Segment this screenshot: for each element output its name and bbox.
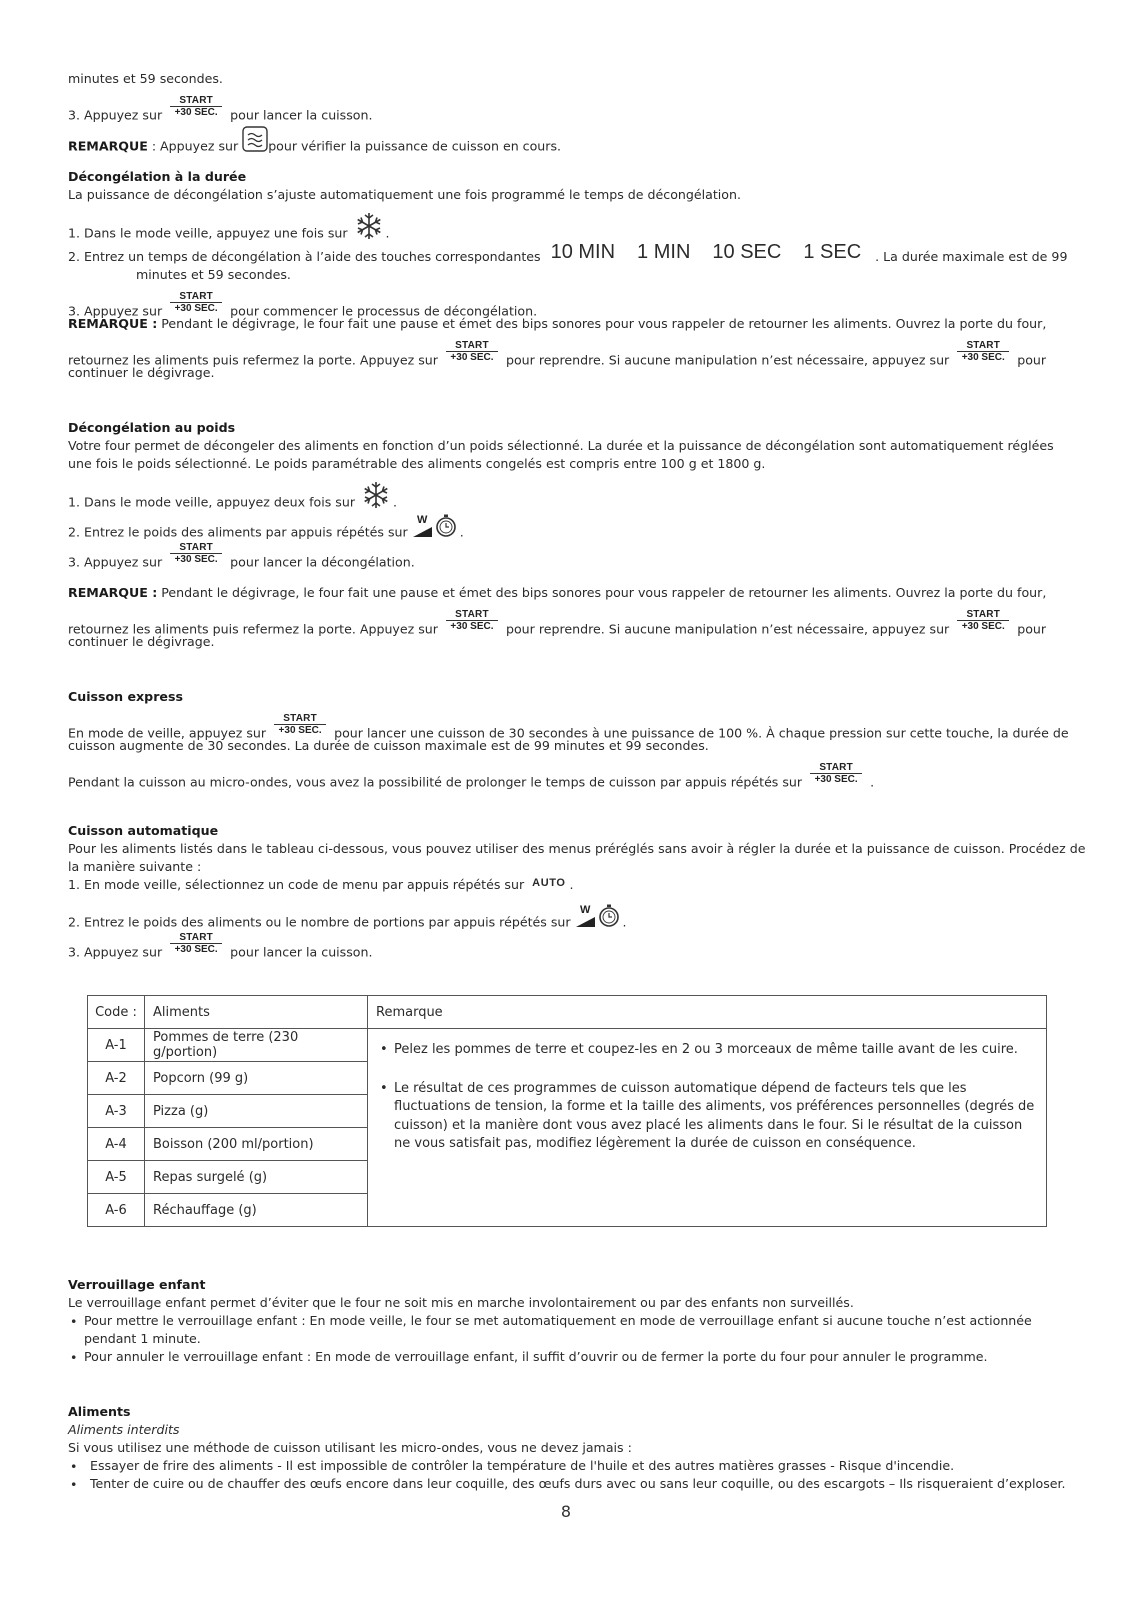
child-lock-bullet1-cont: pendant 1 minute. bbox=[84, 1331, 201, 1346]
food-cell: Pizza (g) bbox=[145, 1095, 368, 1128]
para-text: . bbox=[870, 774, 875, 790]
plus30-label: +30 SEC. bbox=[961, 352, 1005, 363]
bullet-text: • Tenter de cuire ou de chauffer des œufs encore dans leur coquille, des œufs durs avec ou sans leur coquille, ou des escargots – Ils risqueraient d’exploser. bbox=[68, 1476, 1066, 1491]
express-p1-cont: cuisson augmente de 30 secondes. La durée de cuisson maximale est de 99 minutes et 99 secondes. bbox=[68, 738, 709, 753]
section-desc-line2: une fois le poids sélectionné. Le poids paramétrable des aliments congelés est compris entre 100 g et 1800 g. bbox=[68, 456, 766, 471]
intro-line: minutes et 59 secondes. bbox=[68, 71, 223, 86]
code-cell: A-3 bbox=[88, 1095, 145, 1128]
note-text: pour bbox=[1017, 352, 1047, 368]
defrost-time-note-line3: continuer le dégivrage. bbox=[68, 365, 215, 380]
intro-note bbox=[68, 132, 561, 162]
plus30-label: +30 SEC. bbox=[174, 303, 218, 314]
time-keys bbox=[550, 241, 862, 263]
auto-menu-table bbox=[87, 995, 1047, 1227]
step-text: 1. Dans le mode veille, appuyez une fois sur bbox=[68, 225, 348, 241]
code-cell: A-5 bbox=[88, 1161, 145, 1194]
table-row bbox=[88, 1029, 1047, 1062]
start-button-icon bbox=[170, 542, 222, 572]
note-label: REMARQUE : bbox=[68, 316, 158, 331]
step-text: 3. Appuyez sur bbox=[68, 554, 163, 570]
plus30-label: +30 SEC. bbox=[814, 774, 858, 785]
note-text: pour reprendre. Si aucune manipulation n’est nécessaire, appuyez sur bbox=[505, 352, 950, 368]
snowflake-icon bbox=[361, 480, 391, 514]
defrost-weight-step2 bbox=[68, 514, 464, 549]
code-cell: A-4 bbox=[88, 1128, 145, 1161]
auto-step3 bbox=[68, 932, 373, 968]
note-label: REMARQUE bbox=[68, 138, 148, 154]
note-label: REMARQUE : bbox=[68, 585, 158, 600]
para-text: Pendant la cuisson au micro-ondes, vous avez la possibilité de prolonger le temps de cuisson par appuis répétés sur bbox=[68, 774, 803, 790]
period: . bbox=[622, 914, 627, 930]
section-title-foods: Aliments bbox=[68, 1404, 131, 1419]
auto-button-icon: AUTO bbox=[532, 877, 566, 889]
bullet-text: • Pour mettre le verrouillage enfant : En mode veille, le four se met automatiquement en mode de verrouillage enfant si aucune touche n’est actionnée bbox=[68, 1313, 1032, 1328]
power-level-icon bbox=[242, 126, 268, 156]
page-number: 8 bbox=[560, 1502, 572, 1521]
step-text: . La durée maximale est de 99 bbox=[875, 249, 1068, 264]
start-button-icon bbox=[957, 609, 1009, 639]
defrost-weight-step1 bbox=[68, 486, 397, 520]
note-text: Pendant le dégivrage, le four fait une pause et émet des bips sonores pour vous rappeler de retourner les aliments. Ouvrez la porte du four, bbox=[157, 585, 1047, 600]
section-title-child-lock: Verrouillage enfant bbox=[68, 1277, 206, 1292]
start-label: START bbox=[446, 609, 498, 621]
plus30-label: +30 SEC. bbox=[450, 352, 494, 363]
defrost-weight-note-line1 bbox=[68, 584, 1046, 601]
note-text: Pendant le dégivrage, le four fait une pause et émet des bips sonores pour vous rappeler de retourner les aliments. Ouvrez la porte du four, bbox=[157, 316, 1047, 331]
step-text: 3. Appuyez sur bbox=[68, 944, 163, 960]
section-desc-line1: Votre four permet de décongeler des aliments en fonction d’un poids sélectionné. La durée et la puissance de décongélation sont automatiquement réglées bbox=[68, 438, 1054, 453]
food-cell: Réchauffage (g) bbox=[145, 1194, 368, 1227]
period: . bbox=[569, 877, 574, 892]
code-cell: A-1 bbox=[88, 1029, 145, 1062]
food-cell: Boisson (200 ml/portion) bbox=[145, 1128, 368, 1161]
auto-step2 bbox=[68, 904, 627, 939]
weight-timer-icon bbox=[412, 511, 460, 543]
start-button-icon bbox=[446, 340, 498, 370]
step-text: 1. Dans le mode veille, appuyez deux fois sur bbox=[68, 494, 356, 510]
note-text: pour vérifier la puissance de cuisson en cours. bbox=[268, 138, 562, 154]
defrost-time-step2 bbox=[68, 241, 1068, 266]
foods-bullet2 bbox=[68, 1475, 1066, 1492]
step-text: 3. Appuyez sur bbox=[68, 107, 163, 123]
start-button-icon bbox=[170, 932, 222, 962]
header-code: Code : bbox=[88, 996, 145, 1029]
period: . bbox=[393, 494, 398, 510]
section-title-express: Cuisson express bbox=[68, 689, 183, 704]
child-lock-bullet1 bbox=[68, 1312, 1032, 1329]
step-text: pour lancer la cuisson. bbox=[230, 944, 373, 960]
start-button-icon bbox=[957, 340, 1009, 370]
section-title-auto: Cuisson automatique bbox=[68, 823, 219, 838]
step-text: 1. En mode veille, sélectionnez un code de menu par appuis répétés sur bbox=[68, 877, 525, 892]
step-text: 2. Entrez le poids des aliments par appuis répétés sur bbox=[68, 524, 408, 540]
start-button-icon bbox=[170, 95, 222, 125]
key-1sec: 1 SEC bbox=[803, 241, 862, 263]
auto-desc-line2: la manière suivante : bbox=[68, 859, 202, 874]
foods-desc: Si vous utilisez une méthode de cuisson utilisant les micro-ondes, vous ne devez jamais : bbox=[68, 1440, 632, 1455]
start-label: START bbox=[170, 291, 222, 303]
header-food: Aliments bbox=[145, 996, 368, 1029]
svg-text:W: W bbox=[579, 904, 590, 916]
express-p2 bbox=[68, 762, 875, 798]
child-lock-bullet2 bbox=[68, 1348, 988, 1365]
svg-text:W: W bbox=[416, 514, 428, 526]
start-label: START bbox=[274, 713, 326, 725]
bullet-text: • Pour annuler le verrouillage enfant : En mode de verrouillage enfant, il suffit d’ouvrir ou de fermer la porte du four pour annuler le programme. bbox=[68, 1349, 988, 1364]
step-text: 3. Appuyez sur bbox=[68, 303, 163, 319]
foods-subtitle: Aliments interdits bbox=[68, 1422, 180, 1437]
auto-desc-line1: Pour les aliments listés dans le tableau ci-dessous, vous pouvez utiliser des menus préréglés sans avoir à régler la durée et la puissance de cuisson. Procédez de bbox=[68, 841, 1086, 856]
step-text: 2. Entrez le poids des aliments ou le nombre de portions par appuis répétés sur bbox=[68, 914, 571, 930]
defrost-time-step1 bbox=[68, 217, 390, 251]
period: . bbox=[385, 225, 390, 241]
para-text: pour lancer une cuisson de 30 secondes à une puissance de 100 %. À chaque pression sur cette touche, la durée de bbox=[334, 725, 1069, 741]
key-10sec: 10 SEC bbox=[712, 241, 782, 263]
plus30-label: +30 SEC. bbox=[174, 554, 218, 565]
plus30-label: +30 SEC. bbox=[174, 107, 218, 118]
child-lock-desc: Le verrouillage enfant permet d’éviter que le four ne soit mis en marche involontairement ou par des enfants non surveillés. bbox=[68, 1295, 854, 1310]
start-label: START bbox=[957, 340, 1009, 352]
weight-timer-icon bbox=[575, 901, 623, 933]
foods-bullet1 bbox=[68, 1457, 954, 1474]
defrost-time-note-line1 bbox=[68, 315, 1046, 332]
note-text: retournez les aliments puis refermez la porte. Appuyez sur bbox=[68, 352, 438, 368]
start-label: START bbox=[170, 542, 222, 554]
step-text: pour commencer le processus de décongélation. bbox=[230, 303, 538, 319]
bullet-text: • Essayer de frire des aliments - Il est impossible de contrôler la température de l'huile et des autres matières grasses - Risque d'incendie. bbox=[68, 1458, 954, 1473]
plus30-label: +30 SEC. bbox=[961, 621, 1005, 632]
section-title-defrost-weight: Décongélation au poids bbox=[68, 420, 236, 435]
step-text: pour lancer la cuisson. bbox=[230, 107, 373, 123]
table-header-row bbox=[88, 996, 1047, 1029]
remark-cell bbox=[368, 1029, 1047, 1227]
plus30-label: +30 SEC. bbox=[450, 621, 494, 632]
food-cell: Repas surgelé (g) bbox=[145, 1161, 368, 1194]
remark-bullet: • Pelez les pommes de terre et coupez-les en 2 ou 3 morceaux de même taille avant de les cuire. bbox=[378, 1041, 1036, 1060]
auto-step1 bbox=[68, 876, 574, 895]
note-text: : Appuyez sur bbox=[147, 138, 243, 154]
start-button-icon bbox=[810, 762, 862, 792]
key-1min: 1 MIN bbox=[637, 241, 691, 263]
intro-step3 bbox=[68, 95, 373, 131]
note-text: retournez les aliments puis refermez la porte. Appuyez sur bbox=[68, 621, 438, 637]
section-desc: La puissance de décongélation s’ajuste automatiquement une fois programmé le temps de décongélation. bbox=[68, 187, 741, 202]
defrost-weight-step3 bbox=[68, 542, 415, 578]
code-cell: A-6 bbox=[88, 1194, 145, 1227]
plus30-label: +30 SEC. bbox=[278, 725, 322, 736]
note-text: pour reprendre. Si aucune manipulation n’est nécessaire, appuyez sur bbox=[505, 621, 950, 637]
defrost-time-step2-cont: minutes et 59 secondes. bbox=[136, 267, 291, 282]
section-title-defrost-time: Décongélation à la durée bbox=[68, 169, 247, 184]
para-text: En mode de veille, appuyez sur bbox=[68, 725, 267, 741]
step-text: pour lancer la décongélation. bbox=[230, 554, 415, 570]
period: . bbox=[459, 524, 464, 540]
start-label: START bbox=[446, 340, 498, 352]
defrost-weight-note-line2 bbox=[68, 609, 1047, 645]
header-remark: Remarque bbox=[368, 996, 1047, 1029]
food-cell: Popcorn (99 g) bbox=[145, 1062, 368, 1095]
start-label: START bbox=[810, 762, 862, 774]
start-label: START bbox=[170, 95, 222, 107]
key-10min: 10 MIN bbox=[550, 241, 616, 263]
remark-bullet: • Le résultat de ces programmes de cuisson automatique dépend de facteurs tels que les fluctuations de tension, la forme et la taille des aliments, vos préférences personnelles (degrés de cuisson) et la manière dont vous avez placé les aliments dans le four. Si le résultat de la cuisson ne vous satisfait pas, modifiez légèrement la durée de cuisson en conséquence. bbox=[378, 1080, 1036, 1154]
snowflake-icon bbox=[354, 211, 384, 245]
note-text: pour bbox=[1017, 621, 1047, 637]
start-button-icon bbox=[446, 609, 498, 639]
defrost-weight-note-line3: continuer le dégivrage. bbox=[68, 634, 215, 649]
start-label: START bbox=[957, 609, 1009, 621]
food-cell: Pommes de terre (230 g/portion) bbox=[145, 1029, 368, 1062]
start-label: START bbox=[170, 932, 222, 944]
plus30-label: +30 SEC. bbox=[174, 944, 218, 955]
code-cell: A-2 bbox=[88, 1062, 145, 1095]
step-text: 2. Entrez un temps de décongélation à l’aide des touches correspondantes bbox=[68, 249, 541, 264]
